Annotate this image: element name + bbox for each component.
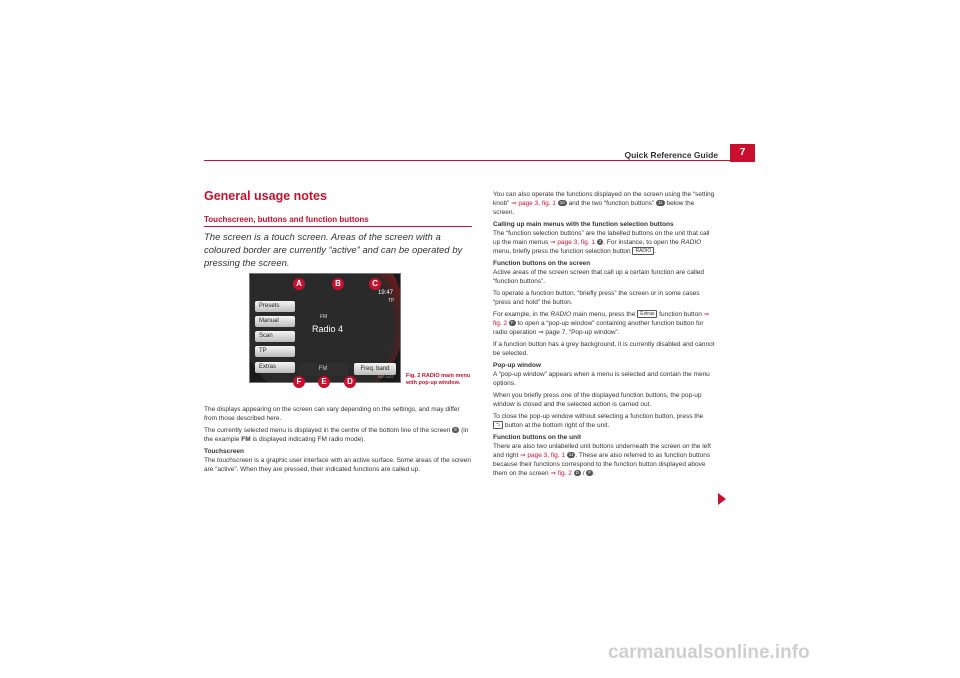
paragraph: To close the pop-up window without selecting a function button, press the ⮌ button at the bottom right of the unit. (493, 413, 704, 429)
page-link[interactable]: ⇒ page 3, fig. 1 (550, 239, 595, 246)
radio-key: RADIO (632, 247, 654, 255)
paragraph: The displays appearing on the screen can vary depending on the settings, and may differ from those described here. (204, 406, 460, 422)
callout-badge-e: E (454, 427, 458, 433)
next-page-arrow-icon[interactable] (718, 493, 726, 505)
heading-calling-menus: Calling up main menus with the function selection buttons (493, 221, 674, 228)
subsection-title: Touchscreen, buttons and function buttons (204, 215, 369, 224)
fig-extras-button: Extras (255, 362, 295, 373)
header-rule (204, 160, 734, 161)
extras-key: Extras (637, 310, 657, 318)
paragraph: The currently selected menu is displayed in the centre of the bottom line of the screen E (in the example FM is displayed indicating FM radio mode). (204, 427, 469, 443)
callout-badge-11: 11 (658, 200, 663, 206)
page-link[interactable]: ⇒ page 3, fig. 1 (511, 200, 556, 207)
right-column (493, 190, 715, 481)
heading-function-buttons: Function buttons on the screen (493, 260, 591, 267)
paragraph: To operate a function button, “briefly press” the screen or in some cases “press and hold” the button. (493, 290, 700, 306)
fig-code: B6P-0422 (378, 375, 394, 379)
callout-marker-f: F (293, 376, 305, 388)
callout-badge-d: D (575, 470, 579, 476)
radio-text: RADIO (680, 239, 702, 246)
callout-marker-d: D (344, 376, 356, 388)
radio-screen-figure (249, 273, 401, 383)
paragraph: A “pop-up window” appears when a menu is selected and contain the menu options. (493, 371, 710, 387)
fig-presets-button: Presets (255, 301, 295, 312)
page-number: 7 (730, 144, 755, 162)
callout-marker-b: B (332, 278, 344, 290)
watermark: carmanualsonline.info (608, 642, 810, 663)
figure-link[interactable]: ⇒ fig. 2 (550, 470, 572, 477)
left-column (204, 405, 472, 477)
fig-fm-menu: FM (298, 363, 348, 376)
paragraph: If a function button has a grey background, it is currently disabled and cannot be selected. (493, 341, 715, 357)
heading-unit-buttons: Function buttons on the unit (493, 434, 582, 441)
fig-clock: 19:47 (378, 290, 394, 296)
heading-popup: Pop-up window (493, 362, 542, 369)
figure-link[interactable]: ⇒ fig. 2 (493, 311, 710, 327)
section-title: General usage notes (204, 189, 327, 203)
callout-badge-2: 2 (598, 239, 602, 245)
page-link[interactable]: ⇒ page 3, fig. 1 (520, 452, 565, 459)
paragraph: Active areas of the screen screen that call up a certain function are called “function buttons”. (493, 269, 705, 285)
fig-tp-button: TP (255, 346, 295, 357)
fig-manual-button: Manual (255, 316, 295, 327)
paragraph: The touchscreen is a graphic user interface with an active surface. Some areas of the screen are “active”. When they are pressed, their indicated functions are called up. (204, 457, 471, 473)
subsection-rule (204, 226, 472, 227)
fig-freq-band-button: Freq. band (354, 363, 396, 375)
paragraph: For example, in the RADIO main menu, press the Extras function button ⇒ fig. 2 F to open a “pop-up window” containing another function button for radio operation ⇒ page 7, “Pop-up window”. (493, 311, 710, 336)
figure-caption: Fig. 2 RADIO main menu with pop-up window. (406, 373, 471, 386)
paragraph: When you briefly press one of the displayed function buttons, the pop-up window is closed and the selected action is carried out. (493, 392, 702, 408)
callout-badge-f: F (588, 470, 592, 476)
fig-station-name: Radio 4 (312, 324, 344, 334)
fm-text: FM (241, 436, 251, 443)
fig-tp-indicator: TP (388, 298, 395, 304)
running-header: Quick Reference Guide (624, 150, 718, 160)
callout-badge-f: F (510, 320, 514, 326)
callout-marker-e: E (318, 376, 330, 388)
back-key-icon: ⮌ (493, 421, 503, 429)
callout-badge-11: 11 (568, 452, 574, 458)
callout-marker-c: C (369, 278, 381, 290)
paragraph: There are also two unlabelled unit buttons underneath the screen on the left and right ⇒ page 3, fig. 1 11 . These are also referred to as function buttons because their functions correspond to the function button displayed above them on the screen ⇒ fig. 2 D / F . (493, 443, 711, 477)
callout-badge-10: 10 (559, 200, 565, 206)
intro-text: The screen is a touch screen. Areas of the screen with a coloured border are currently “active” and can be operated by pressing the screen. (204, 232, 463, 269)
fig-scan-button: Scan (255, 331, 295, 342)
fig-band-label: FM (320, 314, 328, 320)
callout-marker-a: A (293, 278, 305, 290)
paragraph: You can also operate the functions displayed on the screen using the “setting knob” ⇒ page 3, fig. 1 10 and the two “function buttons” 11 below the screen. (493, 191, 715, 216)
heading-touchscreen: Touchscreen (204, 448, 244, 455)
radio-text: RADIO (550, 311, 572, 318)
paragraph: The “function selection buttons” are the labelled buttons on the unit that call up the main menus ⇒ page 3, fig. 1 2 . For instance, to open the RADIO menu, briefly press the function selection button RADIO . (493, 230, 710, 255)
